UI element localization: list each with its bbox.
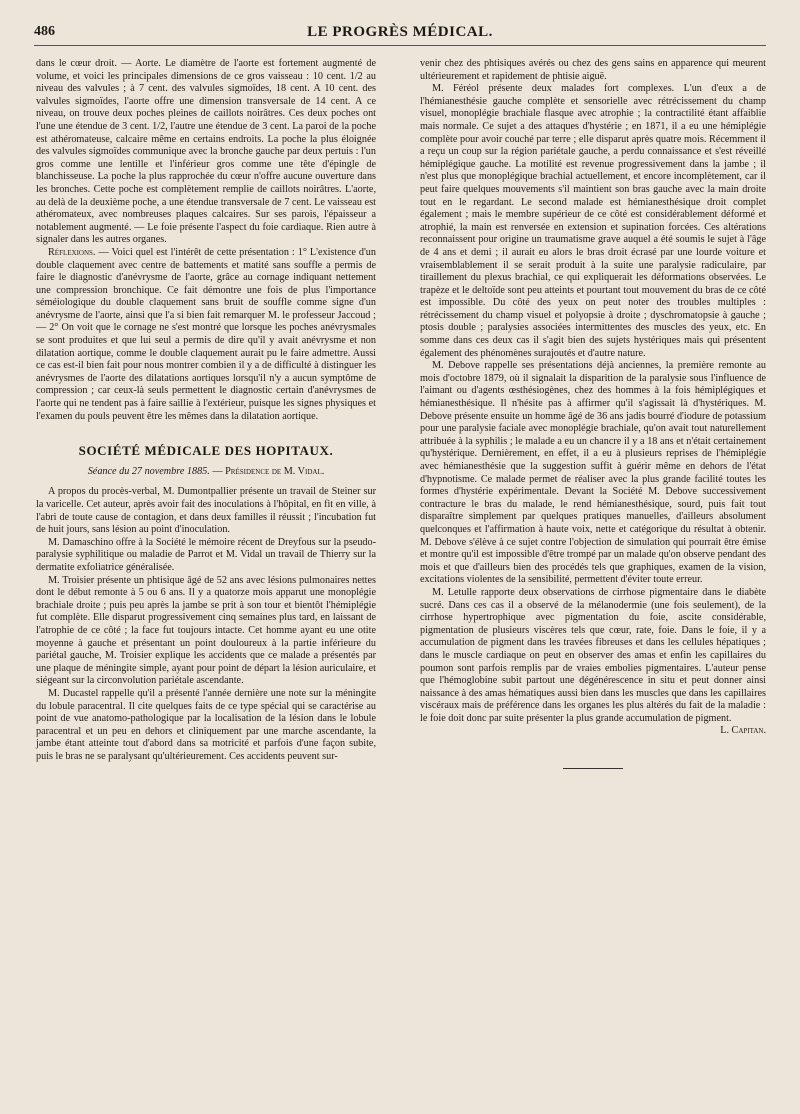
paragraph-ducastel: M. Ducastel rappelle qu'il a présenté l'année dernière une note sur la méningite du lobule paracentral. Il cite quelques faits de ce type spécial qui se caractérise au point de vue anatomo-pathologique par la localisation de la lésion dans le lobule paracentral et un peu en dehors et cliniquement par une marche ascendante, la jambe étant atteinte tout d'abord dans sa motricité et parfois d'une façon subite, puis le bras ne se paralysant qu'ultérieurement. Ces accidents peuvent sur- (36, 687, 376, 762)
header-rule (34, 45, 766, 46)
signature: L. Capitan. (720, 725, 766, 737)
paragraph-letulle: M. Letulle rapporte deux observations de cirrhose pigmentaire dans le diabète sucré. Dans ces cas il a observé de la mélanodermie (une fois seulement), de la cirrhose hypertrophique avec pigmentation du foie, ascite considérable, pigmentation de plusieurs viscères tels que cœur, rate, foie. Dans le foie, il y a accumulation de pigment dans les travées fibreuses et dans les cellules hépatiques ; dans le muscle cardiaque on peut en observer des amas et enfin les capillaires du poumon sont parfois remplis par de vraies embolies pigmentaires. L'auteur pense que l'hémoglobine subit partout une dégénérescence in situ et peut donner ainsi naissance à des amas hématiques aussi bien dans les muscles que dans les capillaires viscéraux mais de préférence dans les organes les plus altérés du fait de la maladie : le foie doit donc par suite présenter la plus grande accumulation de pigment. (420, 586, 766, 724)
paragraph-reflexions (36, 247, 376, 423)
reflexions-text: — Voici quel est l'intérêt de cette présentation : 1° L'existence d'un double claquement avec centre de battements et matité sans souffle a permis de faire le diagnostic d'anévrysme de l'aorte, grâce au cornage indiquant nettement une compression bronchique. Ce fait démontre une fois de plus l'importance séméiologique du double claquement sans bruit de souffle comme signe d'un anévrysme de l'aorte, ainsi que l'a si bien fait remarquer M. le professeur Jaccoud ; — 2° On voit que le cornage ne s'est montré que lorsque les poches anévrysmales se sont produites et que lui seul a permis de dire qu'il y avait anévrysme et non dilatation aortique, comme le double claquement aurait pu le faire admettre. Aussi ce cas est-il bien fait pour nous montrer combien il y a de difficulté à distinguer les anévrysmes de l'aorte des dilatations aortiques lorsqu'il n'y a aucun symptôme de compression ; car ceux-là seuls permettent le diagnostic certain d'anévrysmes de l'aorte qui ne tendent pas à faire saillie à l'extérieur, puisque les signes physiques et l'examen du pouls peuvent être les mêmes dans la dilatation aortique. (36, 246, 376, 422)
seance-date: Séance du 27 novembre 1885. (87, 465, 210, 477)
page-number: 486 (34, 24, 55, 39)
left-column (36, 58, 376, 763)
paragraph-fereol: M. Féréol présente deux malades fort complexes. L'un d'eux a de l'hémianesthésie gauche complète et sensorielle avec rétrécissement du champ visuel, monoplégie brachiale flasque avec atrophie ; la contractilité étant affaiblie mais normale. Ce sujet a des attaques d'hystérie ; en 1871, il a eu une hémiplégie complète pour avoir couché par terre ; elle disparut après quatre mois. Récemment il a reçu un coup sur la région pariétale gauche, a perdu connaissance et s'est réveillé hémiplégique gauche. La motilité est revenue progressivement dans la jambe ; il n'est plus que monoplégique brachial actuellement, et encore incomplètement, car il peut faire quelques mouvements s'il maintient son bras gauche avec la main droite tout en le regardant. Le second malade est hémianesthésique droit complet également ; mais le membre supérieur de ce côté est considérablement déformé et atrophié, la main est renversée en extension et supination forcées. Ces altérations reconnaissent pour origine un traumatisme grave auquel a été soumis le sujet à l'âge de 4 ans et demi ; il aurait eu alors le bras droit écrasé par une lourde voiture et vraisemblablement il se serait produit à la suite une paralysie radiculaire, par tiraillement du plexus brachial, ce qui expliquerait les déformations observées. Le trapèze et le deltoïde sont peu atteints et pourtant tout mouvement du bras de ce côté est impossible. Du côté des yeux on peut noter des troubles multiples : rétrécissement du champ visuel et polyopsie à droite ; dyschromatopsie à gauche ; ptosis double ; paralysies associées intermittentes des muscles des yeux, etc. En somme dans ces deux cas il s'agit bien des sujets hystériques mais qui présentent également des phénomènes surajoutés et d'autre nature. (420, 83, 766, 359)
right-column (420, 58, 766, 769)
paragraph-troisier: M. Troisier présente un phtisique âgé de 52 ans avec lésions pulmonaires nettes dont le début remonte à 5 ou 6 ans. Il y a quatorze mois apparut une monoplégie brachiale droite ; puis peu après la jambe se prit à son tour et bientôt l'hémiplégie fut complète. Elle disparut progressivement cinq semaines plus tard, en laissant de l'atrophie de ce côté ; la face fut toujours intacte. Cet homme ayant eu une otite moyenne à gauche et présentant un point douloureux à la partie inférieure du pariétal gauche, M. Troisier explique les accidents que ce malade a présentés par une plaque de méningite simple, ayant pour point de départ la lésion auriculaire, et siégeant sur la circonvolution pariétale ascendante. (36, 574, 376, 687)
paragraph-damaschino: M. Damaschino offre à la Société le mémoire récent de Dreyfous sur la pseudo-paralysie syphilitique ou maladie de Parrot et M. Vidal un travail de Thierry sur la dermatite exfoliatrice généralisée. (36, 536, 376, 573)
paragraph-dumontpallier: A propos du procès-verbal, M. Dumontpallier présente un travail de Steiner sur la varicelle. Cet auteur, après avoir fait des inoculations à l'hôpital, en fit en ville, à l'abri de toute cause de contagion, et dans deux familles il réussit ; l'incubation fut de huit jours, sans lésion au point d'inoculation. (36, 486, 376, 536)
reflexions-lead: Réflexions. (48, 246, 96, 258)
paragraph-continuation: venir chez des phtisiques avérés ou chez des gens sains en apparence qui meurent ultérieurement et rapidement de phtisie aiguë. (420, 58, 766, 82)
page-header (34, 24, 766, 46)
seance-line (36, 466, 376, 479)
paragraph-aorte: dans le cœur droit. — Aorte. Le diamètre de l'aorte est fortement augmenté de volume, et voici les principales dimensions de ce gros vaisseau : 10 cent. 1/2 au niveau des valvules ; à 7 cent. des valvules sigmoïdes, 18 cent. A 10 cent. des valvules sigmoïdes, l'aorte offre une dimension transversale de 14 cent. A ce niveau, on trouve deux poches pleines de caillots noirâtres. Ces deux poches ont l'une une étendue de 3 cent. 1/2, l'autre une étendue de 3 cent. La paroi de la poche est athéromateuse, calcaire même en certains endroits. La poche la plus éloignée des valvules sigmoïdes communique avec la bronche gauche par deux pertuis : l'un gros comme une lentille et l'inférieur gros comme une tête d'épingle de blanchisseuse. La poche la plus rapprochée du cœur n'offre aucune ouverture dans les bronches. Cette poche est complètement remplie de caillots noirâtres. L'aorte, au delà de la deuxième poche, a une étendue transversale de 7 cent. Le vaisseau est athéromateux, avec nombreuses plaques calcaires. Sur ses parois, l'épaisseur a notablement augmenté. — Le foie présente l'aspect du foie cardiaque. Rien autre à signaler dans les autres organes. (36, 58, 376, 246)
seance-presidence: — Présidence de M. Vidal. (209, 465, 325, 477)
paragraph-debove: M. Debove rappelle ses présentations déjà anciennes, la première remonte au mois d'octobre 1879, où il signalait la disparition de la paralysie sous l'influence de l'aimant ou d'agents œsthésiogènes, chez des hommes à la fois hémiplégiques et hémianesthésique. Il n'hésite pas à affirmer qu'il s'agissait là d'hystériques. M. Debove présente ensuite un homme âgé de 36 ans jadis bourré d'iodure de potassium pour une paralysie faciale avec monoplégie brachiale, qu'on avait tout naturellement attribuée à la syphilis ; le malade a eu un chancre il y a 18 ans et n'était certainement qu'hystérique. Dernièrement, en effet, il a eu à plusieurs reprises de l'hémiplégie avec hémianesthésie que la suggestion suffit à guérir même en dehors de l'état d'hypnotisme. Ce malade permet de réaliser avec la plus grande facilité toutes les formes d'hystérie expérimentale. Devant la Société M. Debove successivement contracture le bras du malade, le rend hémianesthésique, sourd, puis fait tout disparaître simplement par quelques pratiques manuelles, d'ailleurs absolument quelconques et l'affirmation à haute voix, nette et catégorique du résultat à obtenir. M. Debove s'élève à ce sujet contre l'objection de simulation qui pourrait être émise et montre qu'il est impossible d'être trompé par un malade qu'on observe pendant des mois et que d'ailleurs bien des procédés tels que graphiques, examen de la vision, excitations violentes de la sensibilité, permettent d'éviter toute erreur. (420, 360, 766, 586)
end-rule (563, 768, 623, 769)
journal-title: LE PROGRÈS MÉDICAL. (307, 24, 493, 40)
section-title: SOCIÉTÉ MÉDICALE DES HOPITAUX. (78, 443, 334, 459)
